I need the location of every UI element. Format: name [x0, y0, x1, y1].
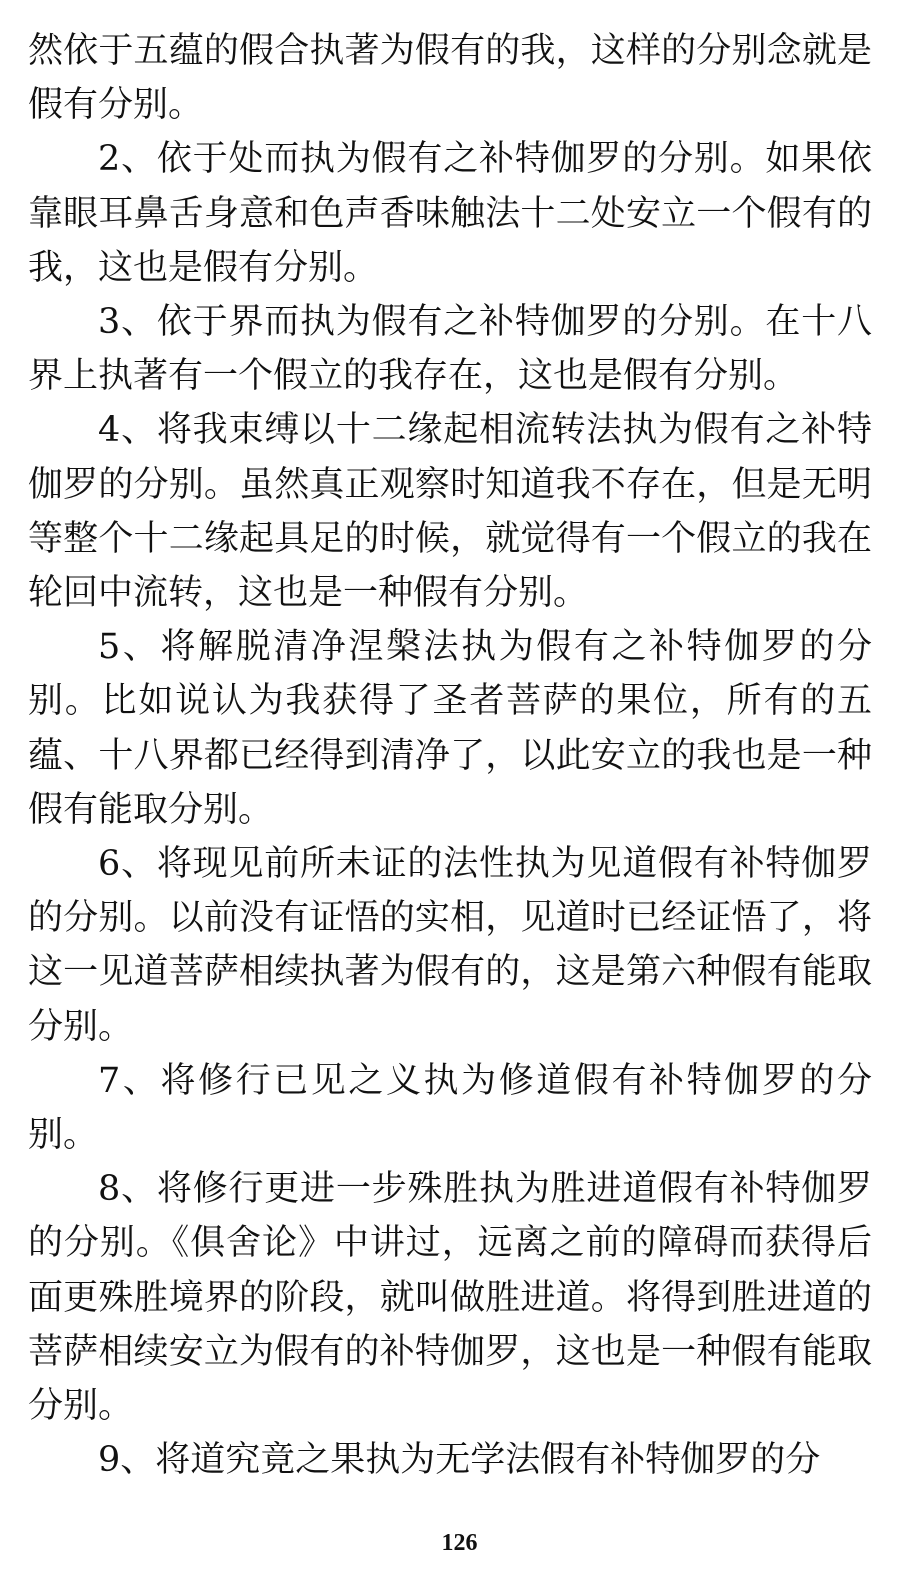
paragraph-continuation: 然依于五蕴的假合执著为假有的我，这样的分别念就是假有分别。 — [28, 31, 872, 126]
paragraph-item-4: 4、将我束缚以十二缘起相流转法执为假有之补特伽罗的分别。虽然真正观察时知道我不存在，但是无明等整个十二缘起具足的时候，就觉得有一个假立的我在轮回中流转，这也是一种假有分别。 — [28, 410, 872, 614]
paragraph-item-3: 3、依于界而执为假有之补特伽罗的分别。在十八界上执著有一个假立的我存在，这也是假有分别。 — [28, 302, 872, 397]
paragraph-item-2: 2、依于处而执为假有之补特伽罗的分别。如果依靠眼耳鼻舌身意和色声香味触法十二处安立一个假有的我，这也是假有分别。 — [28, 139, 872, 288]
paragraph-item-5: 5、将解脱清净涅槃法执为假有之补特伽罗的分别。比如说认为我获得了圣者菩萨的果位，所有的五蕴、十八界都已经得到清净了，以此安立的我也是一种假有能取分别。 — [28, 627, 872, 830]
paragraph-item-7: 7、将修行已见之义执为修道假有补特伽罗的分别。 — [28, 1060, 872, 1156]
page-number: 126 — [441, 1530, 478, 1556]
paragraph-item-8: 8、将修行更进一步殊胜执为胜进道假有补特伽罗的分别。《俱舍论》中讲过，远离之前的障碍而获得后面更殊胜境界的阶段，就叫做胜进道。将得到胜进道的菩萨相续安立为假有的补特伽罗，这也是一种假有能取分别。 — [28, 1169, 872, 1427]
paragraph-item-6: 6、将现见前所未证的法性执为见道假有补特伽罗的分别。以前没有证悟的实相，见道时已经证悟了，将这一见道菩萨相续执著为假有的，这是第六种假有能取分别。 — [28, 844, 872, 1047]
document-body — [28, 24, 872, 1487]
paragraph-item-9: 9、将道究竟之果执为无学法假有补特伽罗的分 — [98, 1440, 821, 1481]
